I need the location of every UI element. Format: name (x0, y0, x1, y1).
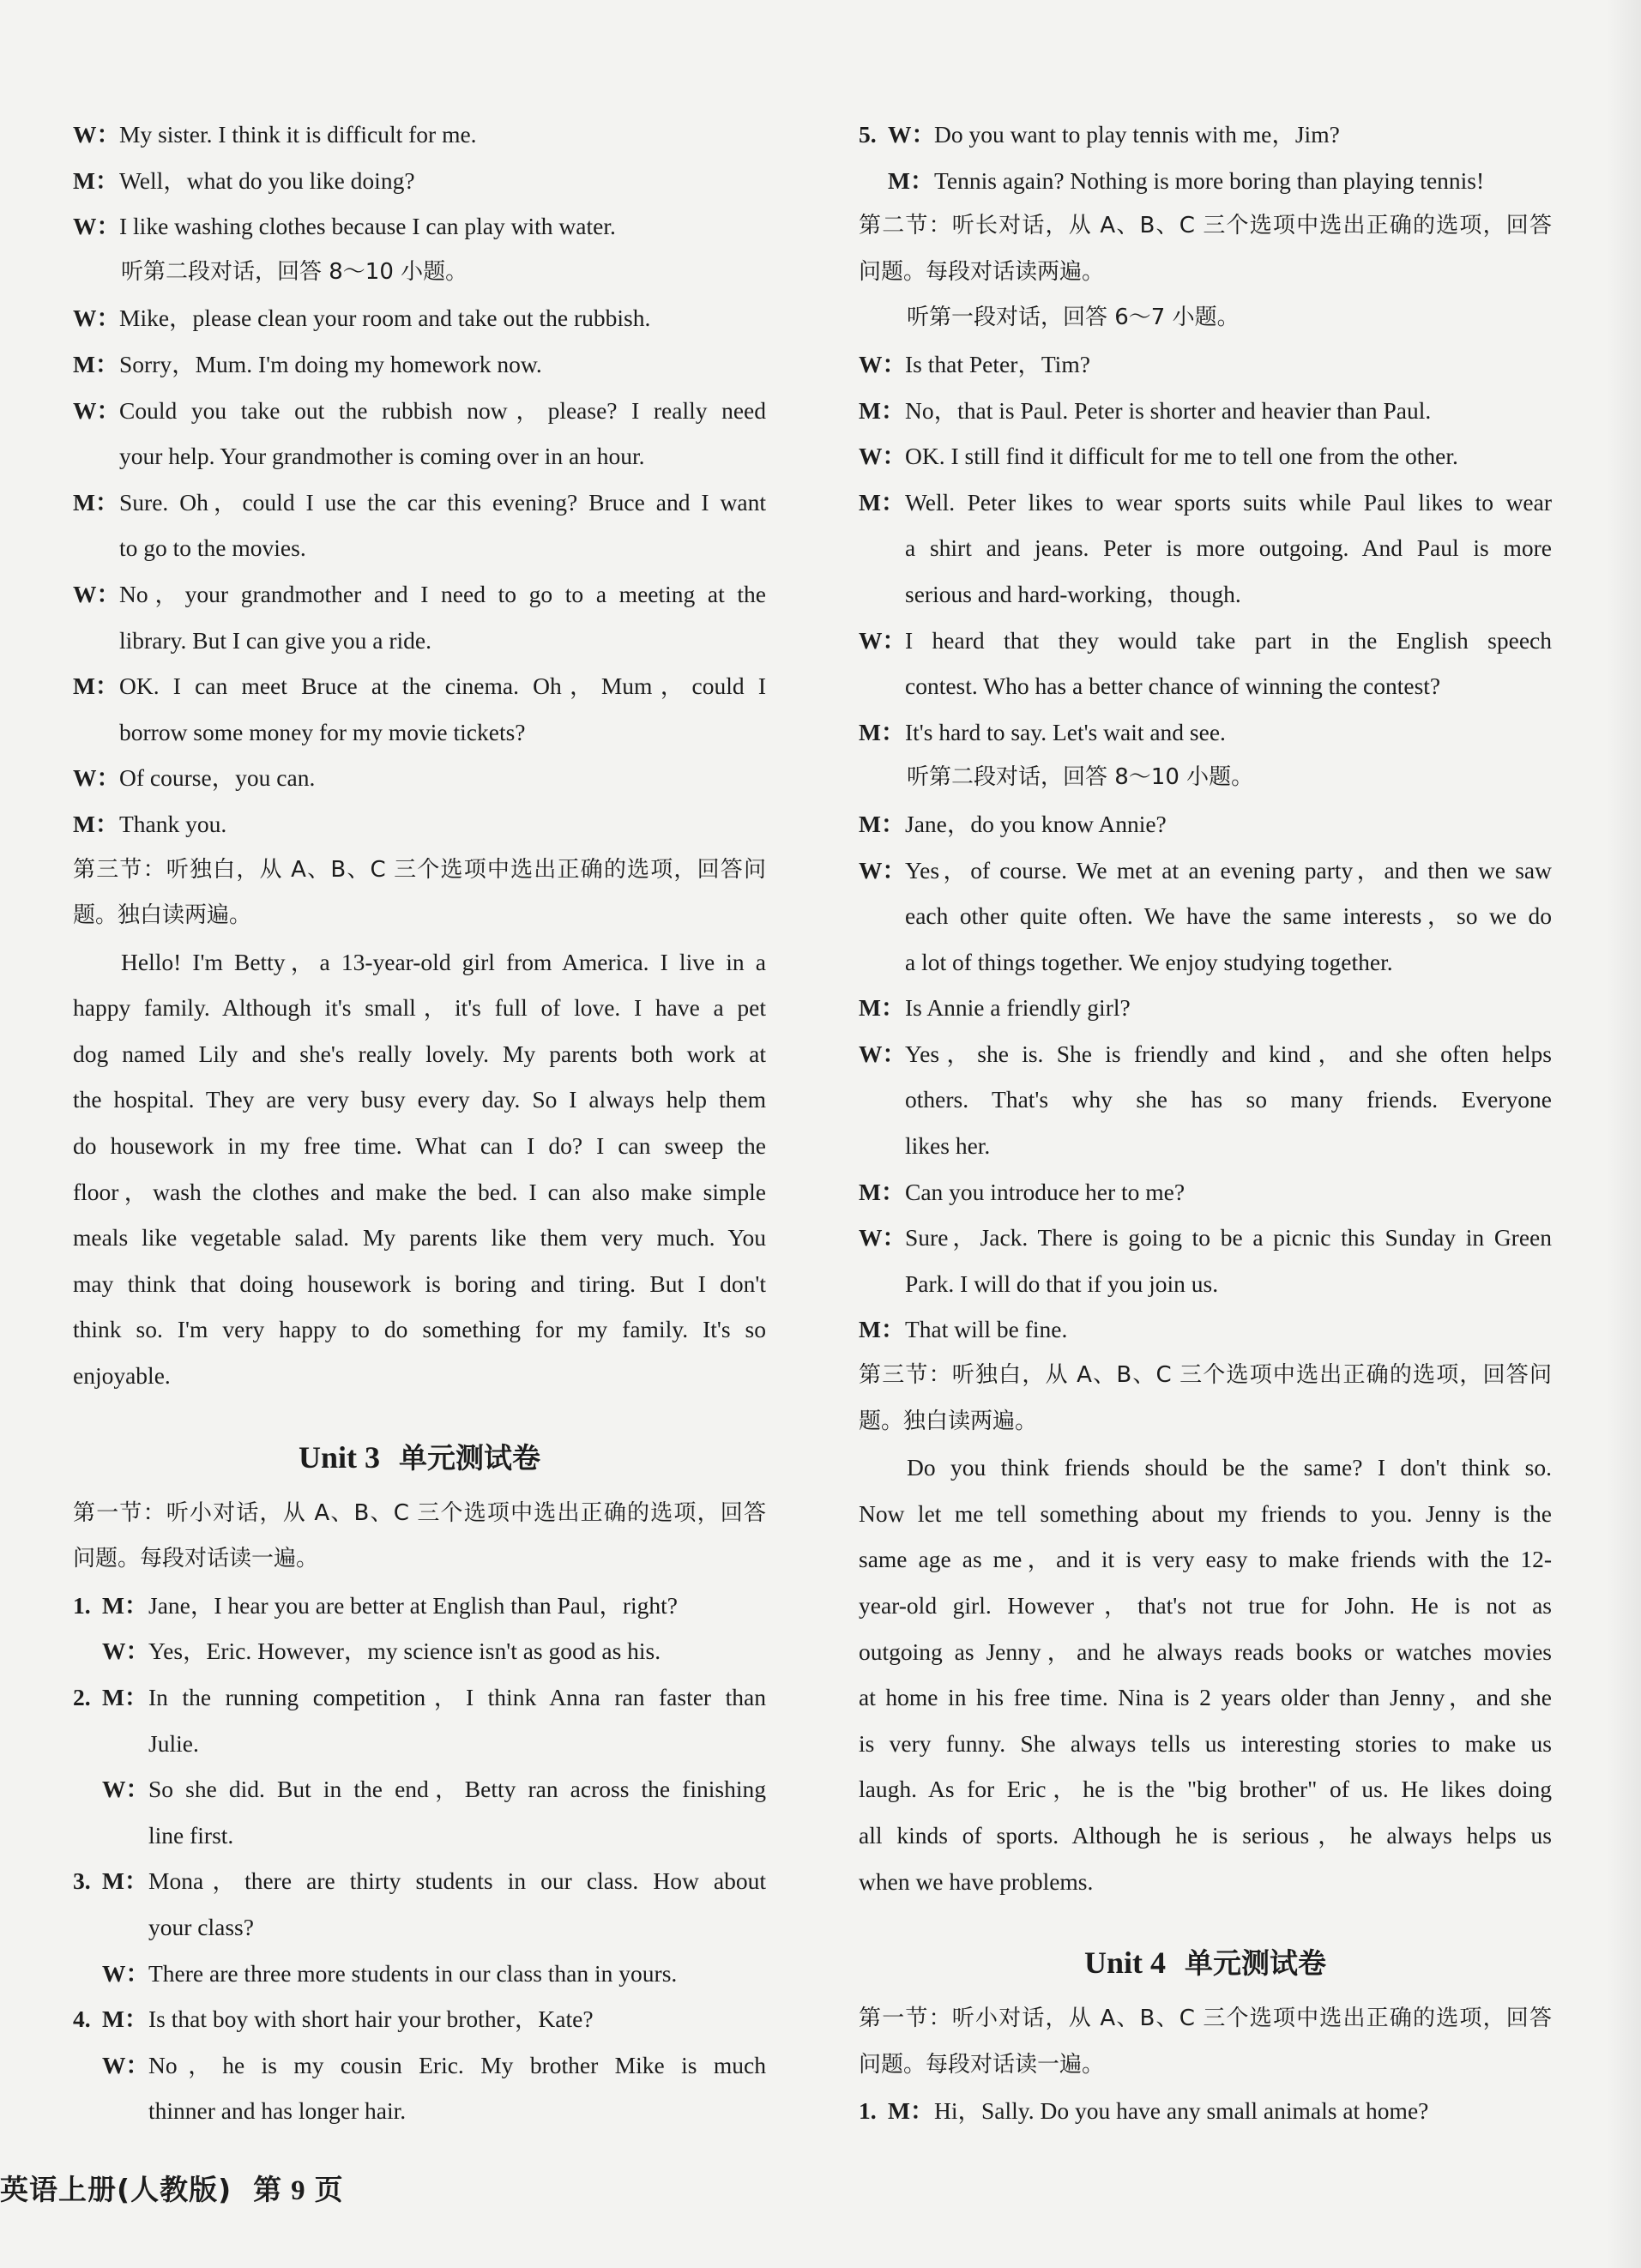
section-header: 问题。每段对话读一遍。 (73, 1546, 319, 1572)
speaker-label: W： (859, 443, 906, 470)
line-text: I heard that they would take part in the English speech (905, 626, 1552, 654)
line-text: OK. I still find it difficult for me to tell one from the other. (905, 443, 1458, 470)
speaker-label: M： (102, 1867, 148, 1895)
monologue-line: dog named Lily and she's really lovely. My parents both work at (73, 1040, 766, 1067)
line-text: Hi，Sally. Do you have any small animals at home? (934, 2097, 1429, 2125)
dialogue-line (73, 755, 766, 801)
line-text: Park. I will do that if you join us. (905, 1270, 1219, 1297)
line-text: There are three more students in our class than in yours. (148, 1959, 678, 1987)
line-text: Mike，please clean your room and take out the rubbish. (119, 305, 651, 332)
unit-number: Unit 3 (298, 1439, 380, 1475)
page-suffix: 页 (314, 2173, 344, 2206)
section-header: 第一节：听小对话，从 A、B、C 三个选项中选出正确的选项，回答 (859, 2006, 1552, 2032)
section-instruction: 听第一段对话，回答 6～7 小题。 (907, 305, 1240, 331)
speaker-label: W： (102, 1638, 149, 1665)
section-header: 题。独白读两遍。 (73, 902, 252, 929)
line-text: Yes，Eric. However，my science isn't as good as his. (148, 1638, 661, 1665)
monologue-line: all kinds of sports. Although he is serious，he always helps us (859, 1821, 1552, 1849)
speaker-label: M： (73, 166, 119, 194)
line-text: a shirt and jeans. Peter is more outgoing. And Paul is more (905, 534, 1552, 562)
speaker-label: W： (102, 1959, 149, 1987)
monologue-line: when we have problems. (859, 1867, 1094, 1895)
line-text: Yes，of course. We met at an evening party，and then we saw (905, 856, 1552, 884)
speaker-label: W： (859, 1224, 906, 1252)
dialogue-line (73, 663, 766, 709)
dialogue-line (73, 1996, 766, 2042)
speaker-label: M： (859, 718, 905, 745)
dialogue-line (73, 480, 766, 526)
dialogue-line (859, 388, 1552, 434)
section-instruction: 听第二段对话，回答 8～10 小题。 (907, 764, 1254, 791)
line-text: Is Annie a friendly girl? (905, 994, 1131, 1022)
dialogue-line (73, 1951, 766, 1997)
dialogue-line (859, 618, 1552, 664)
monologue-line: outgoing as Jenny，and he always reads books or watches movies (859, 1638, 1552, 1665)
dialogue-line (859, 480, 1552, 526)
speaker-label: W： (73, 580, 120, 607)
dialogue-line (73, 1583, 766, 1629)
monologue-line: at home in his free time. Nina is 2 years older than Jenny，and she (859, 1684, 1552, 1711)
line-text: Sorry，Mum. I'm doing my homework now. (119, 350, 542, 377)
speaker-label: M： (859, 810, 905, 837)
monologue-line: think so. I'm very happy to do something for my family. It's so (73, 1316, 766, 1343)
monologue-line: meals like vegetable salad. My parents like them very much. You (73, 1224, 766, 1252)
line-text: to go to the movies. (119, 534, 306, 562)
line-text: others. That's why she has so many friends. Everyone (905, 1086, 1552, 1113)
line-text: Well. Peter likes to wear sports suits while Paul likes to wear (905, 488, 1552, 516)
dialogue-line (73, 1813, 766, 1859)
monologue-text (73, 939, 766, 1399)
dialogue-line (73, 203, 766, 250)
monologue-text (859, 1445, 1552, 1904)
line-text: likes her. (905, 1132, 991, 1160)
line-text: OK. I can meet Bruce at the cinema. Oh，Mum，could I (119, 673, 766, 700)
dialogue-line (73, 2088, 766, 2134)
speaker-label: W： (73, 121, 120, 148)
dialogue-line (859, 1077, 1552, 1123)
monologue-line: year-old girl. However，that's not true for John. He is not as (859, 1592, 1552, 1619)
unit3-title (73, 1432, 766, 1484)
speaker-label: M： (859, 994, 905, 1022)
page-footer (0, 2168, 344, 2208)
monologue-line: may think that doing housework is boring and tiring. But I don't (73, 1270, 766, 1297)
section-header: 第一节：听小对话，从 A、B、C 三个选项中选出正确的选项，回答 (73, 1499, 766, 1526)
line-text: Tennis again? Nothing is more boring than playing tennis! (934, 166, 1485, 194)
line-text: serious and hard-working，though. (905, 580, 1241, 607)
speaker-label: W： (73, 213, 120, 240)
dialogue-line (859, 1261, 1552, 1307)
line-text: Thank you. (119, 810, 227, 837)
speaker-label: M： (73, 488, 119, 516)
right-column (859, 112, 1552, 2134)
line-text: Yes，she is. She is friendly and kind，and she often helps (905, 1040, 1552, 1067)
line-text: Could you take out the rubbish now，please? I really need (119, 396, 766, 424)
dialogue-line (859, 1123, 1552, 1169)
speaker-label: M： (859, 396, 905, 424)
line-text: contest. Who has a better chance of winning the contest? (905, 673, 1441, 700)
dialogue-block (859, 341, 1552, 755)
speaker-label: M： (859, 1178, 905, 1205)
dialogue-line (73, 388, 766, 434)
dialogue-line (73, 341, 766, 388)
dialogue-line (73, 1628, 766, 1674)
question-number: 1. (859, 2097, 877, 2125)
line-text: Well，what do you like doing? (119, 166, 415, 194)
question-number: 4. (73, 2006, 91, 2033)
speaker-label: W： (73, 764, 120, 792)
dialogue-line (859, 1306, 1552, 1353)
monologue-line: Hello! I'm Betty，a 13-year-old girl from America. I live in a (121, 948, 766, 975)
unit-number: Unit 4 (1083, 1945, 1166, 1981)
line-text: Is that boy with short hair your brother，Kate? (148, 2006, 594, 2033)
line-text: That will be fine. (905, 1316, 1068, 1343)
dialogue-line (859, 847, 1552, 894)
line-text: Jane，do you know Annie? (905, 810, 1167, 837)
page-prefix: 第 (253, 2173, 283, 2206)
dialogue-line (73, 2042, 766, 2089)
line-text: line first. (148, 1821, 234, 1849)
left-column (73, 112, 766, 2134)
monologue-line: enjoyable. (73, 1362, 171, 1390)
line-text: So she did. But in the end，Betty ran across the finishing (148, 1776, 766, 1803)
speaker-label: W： (859, 626, 906, 654)
dialogue-line (859, 571, 1552, 618)
dialogue-line (73, 158, 766, 204)
dialogue-line (73, 1674, 766, 1721)
line-text: Jane，I hear you are better at English than Paul，right? (148, 1591, 679, 1619)
line-text: No，that is Paul. Peter is shorter and heavier than Paul. (905, 396, 1432, 424)
dialogue-line (73, 709, 766, 756)
page-number: 9 (291, 2175, 306, 2206)
speaker-label: M： (888, 2097, 934, 2125)
line-text: library. But I can give you a ride. (119, 626, 431, 654)
line-text: a lot of things together. We enjoy studying together. (905, 948, 1393, 975)
dialogue-line (73, 1904, 766, 1951)
dialogue-line (73, 571, 766, 618)
line-text: Do you want to play tennis with me，Jim? (934, 121, 1340, 148)
monologue-line: floor，wash the clothes and make the bed. I can also make simple (73, 1178, 766, 1205)
monologue-line: do housework in my free time. What can I do? I can sweep the (73, 1132, 766, 1160)
dialogue-line (73, 618, 766, 664)
section-header: 第三节：听独白，从 A、B、C 三个选项中选出正确的选项，回答问 (859, 1362, 1552, 1389)
line-text: Can you introduce her to me? (905, 1178, 1186, 1205)
unit-title-cn: 单元测试卷 (1185, 1946, 1326, 1981)
dialogue-line (859, 1215, 1552, 1261)
speaker-label: M： (888, 166, 934, 194)
question-number: 3. (73, 1867, 91, 1895)
section-header: 题。独白读两遍。 (859, 1408, 1038, 1434)
dialogue-line (859, 663, 1552, 709)
dialogue-block (859, 801, 1552, 1353)
line-text: In the running competition，I think Anna ran faster than (148, 1684, 766, 1710)
line-text: Julie. (148, 1729, 199, 1757)
question-1 (859, 2088, 1552, 2134)
speaker-label: W： (859, 856, 906, 884)
speaker-label: M： (859, 488, 905, 516)
line-text: Is that Peter，Tim? (905, 350, 1090, 377)
line-text: each other quite often. We have the same interests，so we do (905, 902, 1552, 930)
speaker-label: W： (888, 121, 935, 148)
speaker-label: M： (73, 673, 119, 700)
dialogue-line (73, 1858, 766, 1904)
dialogue-line (859, 985, 1552, 1031)
dialogue-line (859, 158, 1552, 204)
monologue-line: same age as me，and it is very easy to make friends with the 12- (859, 1546, 1552, 1573)
speaker-label: W： (859, 1040, 906, 1067)
dialogue-line (859, 525, 1552, 571)
dialogue-block (73, 295, 766, 847)
speaker-label: M： (73, 810, 119, 837)
line-text: your class? (148, 1913, 254, 1940)
dialogue-line (859, 341, 1552, 388)
dialogue-line (73, 1721, 766, 1767)
speaker-label: W： (102, 2051, 149, 2078)
question-number: 2. (73, 1684, 91, 1710)
monologue-line: is very funny. She always tells us interesting stories to make us (859, 1729, 1552, 1757)
monologue-line: the hospital. They are very busy every day. So I always help them (73, 1086, 766, 1113)
speaker-label: M： (102, 1684, 148, 1710)
question-5 (859, 112, 1552, 158)
dialogue-line (73, 1766, 766, 1813)
section-instruction: 听第二段对话，回答 8～10 小题。 (121, 258, 468, 285)
line-text: Of course，you can. (119, 764, 316, 792)
line-text: I like washing clothes because I can play with water. (119, 213, 616, 240)
monologue-line: Do you think friends should be the same? I don't think so. (907, 1454, 1552, 1481)
line-text: thinner and has longer hair. (148, 2097, 407, 2125)
line-text: Sure. Oh，could I use the car this evening? Bruce and I want (119, 488, 766, 516)
dialogue-line (73, 295, 766, 341)
dialogue-line (859, 893, 1552, 939)
dialogue-line (859, 709, 1552, 756)
line-text: your help. Your grandmother is coming over in an hour. (119, 443, 645, 470)
question-number: 5. (859, 121, 877, 148)
dialogue-line (859, 1031, 1552, 1077)
dialogue-line (859, 433, 1552, 480)
monologue-line: happy family. Although it's small，it's full of love. I have a pet (73, 994, 766, 1022)
question-number: 1. (73, 1591, 91, 1619)
line-text: Sure，Jack. There is going to be a picnic this Sunday in Green (905, 1224, 1552, 1252)
speaker-label: M： (73, 350, 119, 377)
dialogue-line (859, 1169, 1552, 1215)
dialogue-line (73, 801, 766, 847)
speaker-label: W： (73, 305, 120, 332)
line-text: My sister. I think it is difficult for me. (119, 121, 477, 148)
section-header: 问题。每段对话读一遍。 (859, 2051, 1105, 2078)
section-header: 第三节：听独白，从 A、B、C 三个选项中选出正确的选项，回答问 (73, 856, 766, 883)
section-header: 第二节：听长对话，从 A、B、C 三个选项中选出正确的选项，回答 (859, 213, 1552, 239)
dialogue-line (859, 939, 1552, 986)
line-text: It's hard to say. Let's wait and see. (905, 718, 1226, 745)
speaker-label: W： (859, 350, 906, 377)
line-text: No，your grandmother and I need to go to a meeting at the (119, 580, 766, 607)
section-header: 问题。每段对话读两遍。 (859, 258, 1105, 285)
line-text: Mona，there are thirty students in our class. How about (148, 1867, 766, 1895)
speaker-label: W： (102, 1776, 149, 1803)
line-text: borrow some money for my movie tickets? (119, 718, 526, 745)
dialogue-line (73, 525, 766, 571)
unit4-title (859, 1937, 1552, 1989)
speaker-label: M： (102, 1591, 148, 1619)
speaker-label: M： (859, 1316, 905, 1343)
speaker-label: W： (73, 396, 120, 424)
question-list (73, 1583, 766, 2134)
monologue-line: laugh. As for Eric，he is the "big brother" of us. He likes doing (859, 1776, 1552, 1803)
monologue-line: Now let me tell something about my friends to you. Jenny is the (859, 1499, 1552, 1527)
dialogue-line (859, 801, 1552, 847)
speaker-label: M： (102, 2006, 148, 2033)
line-text: No，he is my cousin Eric. My brother Mike is much (148, 2051, 766, 2078)
book-title: 英语上册(人教版) (0, 2173, 232, 2206)
page-edge-shadow (1607, 0, 1641, 2268)
unit-title-cn: 单元测试卷 (399, 1440, 540, 1475)
dialogue-line (73, 112, 766, 158)
dialogue-line (73, 433, 766, 480)
